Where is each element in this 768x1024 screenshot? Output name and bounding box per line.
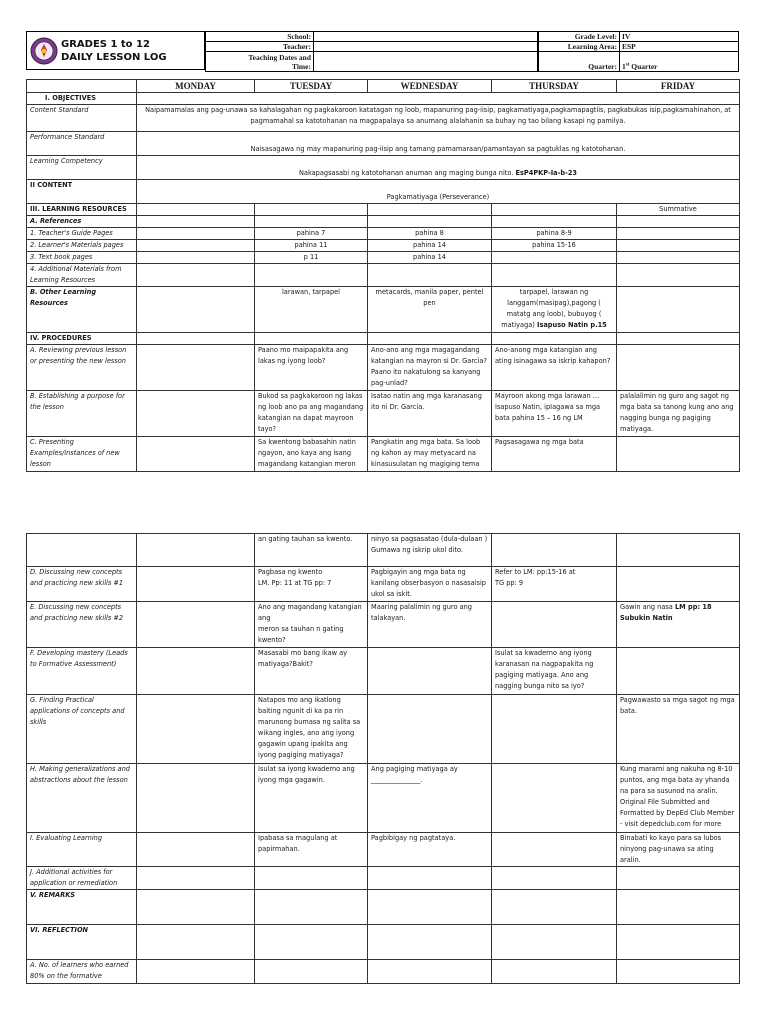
a-wednesday[interactable]: Ano-ano ang mga magagandang katangian na mayron si Dr. Garcia? Paano ito nakatulong sa kanyang pag-unlad? [368,345,492,391]
school-header-brand [26,31,205,70]
day-header-tuesday: TUESDAY [255,80,368,93]
g-thursday[interactable] [492,695,617,764]
tg-monday[interactable] [137,228,255,240]
cont-monday[interactable] [137,534,255,567]
proc-tuesday[interactable] [255,333,368,345]
dates-label-line-1: Teaching Dates and [248,52,311,62]
h-tuesday[interactable]: Isulat sa iyong kwaderno ang iyong mga gagawin. [255,764,368,833]
dates-label [206,52,314,72]
lesson-log-table-page-2 [26,533,740,984]
d-wednesday[interactable]: Pagbigayin ang mga bata ng kanilang obserbasyon o nasasaisip ukol sa iskit. [368,567,492,602]
objectives-row [27,93,740,105]
header-info-right [538,31,739,72]
learners-materials-label: 2. Learner's Materials pages [27,240,137,252]
remarks-label: V. REMARKS [27,890,137,925]
brand-line-2: DAILY LESSON LOG [61,51,167,63]
b-wednesday[interactable]: Isatao natin ang mga karanasang ito ni Dr. Garcia. [368,391,492,437]
reflection-row [27,925,740,960]
other-tuesday[interactable]: larawan, tarpapel [255,287,368,333]
learners-materials-row [27,240,740,252]
mastery-label: F. Developing mastery (Leads to Formative Assessment) [27,648,137,695]
cont-thursday[interactable] [492,534,617,567]
references-label: A. References [27,216,137,228]
purpose-label: B. Establishing a purpose for the lesson [27,391,137,437]
f-monday[interactable] [137,648,255,695]
resources-thursday[interactable] [492,204,617,216]
learning-competency-cell[interactable] [137,156,740,180]
dates-label-line-2: Time: [291,61,311,71]
e-thursday[interactable] [492,602,617,648]
h-monday[interactable] [137,764,255,833]
day-header-row [27,80,740,93]
learning-competency-row [27,156,740,180]
tb-wednesday[interactable]: pahina 14 [368,252,492,264]
references-thursday[interactable] [492,216,617,228]
other-thursday-bold: Isapuso Natin p.15 [536,321,607,329]
g-wednesday[interactable] [368,695,492,764]
f-friday[interactable] [617,648,740,695]
g-monday[interactable] [137,695,255,764]
reflection-thursday[interactable] [492,925,617,960]
additional-activities-row [27,867,740,890]
lm-thursday[interactable]: pahina 15-16 [492,240,617,252]
reflection-friday[interactable] [617,925,740,960]
proc-thursday[interactable] [492,333,617,345]
cont-label [27,534,137,567]
other-monday[interactable] [137,287,255,333]
procedures-row [27,333,740,345]
remarks-friday[interactable] [617,890,740,925]
l80-tuesday[interactable] [255,960,368,984]
f-tuesday[interactable]: Masasabi mo bang ikaw ay matiyaga?Bakit? [255,648,368,695]
add-wednesday[interactable] [368,264,492,287]
tg-thursday[interactable]: pahina 8-9 [492,228,617,240]
remarks-tuesday[interactable] [255,890,368,925]
quarter-word: Quarter [631,62,658,71]
a-friday[interactable] [617,345,740,391]
c-monday[interactable] [137,437,255,472]
l80-thursday[interactable] [492,960,617,984]
h-friday[interactable]: Kung marami ang nakuha ng 8-10 puntos, ang mga bata ay yhanda na para sa susunod na aralin. Original File Submitted and Formatted by DepEd Club Member - visit depedclub.com for more [617,764,740,833]
c-tuesday[interactable]: Sa kwentong babasahin natin ngayon, ano kaya ang isang magandang katangian meron [255,437,368,472]
additional-materials-label: 4. Additional Materials from Learning Resources [27,264,137,287]
school-field[interactable] [314,32,538,42]
reviewing-label: A. Reviewing previous lesson or presenting the new lesson [27,345,137,391]
purpose-row [27,391,740,437]
generalization-label: H. Making generalizations and abstractions about the lesson [27,764,137,833]
other-wednesday[interactable]: metacards, manila paper, pentel pen [368,287,492,333]
area-field[interactable]: ESP [620,42,739,52]
lm-tuesday[interactable]: pahina 11 [255,240,368,252]
teacher-field[interactable] [314,42,538,52]
procedures-label: IV. PROCEDURES [27,333,137,345]
other-resources-row [27,287,740,333]
j-thursday[interactable] [492,867,617,890]
other-thursday[interactable] [492,287,617,333]
lm-friday[interactable] [617,240,740,252]
discussing-1-label: D. Discussing new concepts and practicing new skills #1 [27,567,137,602]
evaluating-row [27,833,740,867]
performance-standard-row [27,132,740,156]
day-header-friday: FRIDAY [617,80,740,93]
resources-wednesday[interactable] [368,204,492,216]
discussing-1-row [27,567,740,602]
day-header-wednesday: WEDNESDAY [368,80,492,93]
c-wednesday[interactable]: Pangkatin ang mga bata. Sa loob ng kahon ay may metyacard na kinasusulatan ng magiging tema [368,437,492,472]
tg-wednesday[interactable]: pahina 8 [368,228,492,240]
references-tuesday[interactable] [255,216,368,228]
c-thursday[interactable]: Pagsasagawa ng mga bata [492,437,617,472]
l80-friday[interactable] [617,960,740,984]
add-friday[interactable] [617,264,740,287]
cont-tuesday[interactable]: an gating tauhan sa kwento. [255,534,368,567]
teachers-guide-row [27,228,740,240]
tb-thursday[interactable] [492,252,617,264]
i-monday[interactable] [137,833,255,867]
d-friday[interactable] [617,567,740,602]
h-wednesday[interactable]: Ang pagiging matiyaga ay _______________. [368,764,492,833]
a-monday[interactable] [137,345,255,391]
discussing-2-label: E. Discussing new concepts and practicing new skills #2 [27,602,137,648]
other-friday[interactable] [617,287,740,333]
e-tuesday[interactable]: Ano ang magandang katangian ang meron sa tauhan n gating kwento? [255,602,368,648]
day-header-thursday: THURSDAY [492,80,617,93]
g-tuesday[interactable]: Natapos mo ang ikatlong baiting ngunit di ka pa rin marunong bumasa ng salita sa wikang ingles, ano ang iyong gagawin upang ipakita ang iyong pagiging matiyaga? [255,695,368,764]
add-thursday[interactable] [492,264,617,287]
content-text[interactable]: Pagkamatiyaga (Perseverance) [137,180,740,204]
b-friday[interactable]: palalalimin ng guro ang sagot ng mga bata sa tanong kung ano ang nagging bunga ng pagiging matiyaga. [617,391,740,437]
day-header-monday: MONDAY [137,80,255,93]
presenting-continued-row [27,534,740,567]
i-wednesday[interactable]: Pagbibigay ng pagtataya. [368,833,492,867]
remarks-thursday[interactable] [492,890,617,925]
references-monday[interactable] [137,216,255,228]
tb-tuesday[interactable]: p 11 [255,252,368,264]
generalization-row [27,764,740,833]
j-tuesday[interactable] [255,867,368,890]
add-tuesday[interactable] [255,264,368,287]
tg-friday[interactable] [617,228,740,240]
quarter-field[interactable] [620,52,739,72]
d-thursday[interactable]: Refer to LM: pp:15-16 at TG pp: 9 [492,567,617,602]
e-friday[interactable] [617,602,740,648]
quarter-number: 1 [622,62,626,71]
c-friday[interactable] [617,437,740,472]
references-friday[interactable] [617,216,740,228]
presenting-row [27,437,740,472]
grade-label: Grade Level: [539,32,620,42]
header-info-left [205,31,538,72]
textbook-label: 3. Text book pages [27,252,137,264]
brand-line-1: GRADES 1 to 12 [61,38,150,50]
reflection-wednesday[interactable] [368,925,492,960]
day-header-blank [27,80,137,93]
b-tuesday[interactable]: Bukod sa pagkakaroon ng lakas ng loob ano pa ang magandang katangian na dapat mayroon tayo? [255,391,368,437]
textbook-row [27,252,740,264]
discussing-2-row [27,602,740,648]
d-tuesday[interactable]: Pagbasa ng kwento LM. Pp: 11 at TG pp: 7 [255,567,368,602]
performance-standard-text[interactable]: Naisasagawa ng may mapanuring pag-iisip ang tamang pamamaraan/pamantayan sa pagtuklas ng katotohanan. [137,132,740,156]
additional-activities-label: J. Additional activities for application or remediation [27,867,137,890]
l80-monday[interactable] [137,960,255,984]
e-friday-bold: LM pp: 18 Subukin Natin [620,603,712,622]
references-wednesday[interactable] [368,216,492,228]
learning-competency-text: Nakapagsasabi ng katotohanan anuman ang maging bunga nito. [298,169,514,177]
practical-row [27,695,740,764]
e-monday[interactable] [137,602,255,648]
b-thursday[interactable]: Mayroon akong mga larawan … Isapuso Natin, ipIagawa sa mga bata pahina 15 – 16 ng LM [492,391,617,437]
content-standard-row [27,105,740,132]
grade-field[interactable]: IV [620,32,739,42]
presenting-label: C. Presenting Examples/instances of new lesson [27,437,137,472]
learners-80-row [27,960,740,984]
references-row [27,216,740,228]
mastery-row [27,648,740,695]
h-thursday[interactable] [492,764,617,833]
content-standard-label: Content Standard [27,105,137,132]
content-label: II CONTENT [27,180,137,204]
reviewing-row [27,345,740,391]
e-wednesday[interactable]: Maaring palalimin ng guro ang talakayan. [368,602,492,648]
lesson-log-table-page-1 [26,79,740,472]
objectives-label: I. OBJECTIVES [27,93,137,105]
j-monday[interactable] [137,867,255,890]
learning-competency-label: Learning Competency [27,156,137,180]
objectives-cell[interactable] [137,93,740,105]
i-friday[interactable]: Binabati ko kayo para sa lubos ninyong pag-unawa sa ating aralin. [617,833,740,867]
area-label: Learning Area: [539,42,620,52]
additional-materials-row [27,264,740,287]
resources-monday[interactable] [137,204,255,216]
tb-monday[interactable] [137,252,255,264]
lm-monday[interactable] [137,240,255,252]
dates-field[interactable] [314,52,538,72]
i-tuesday[interactable]: Ipabasa sa magulang at papirmahan. [255,833,368,867]
remarks-monday[interactable] [137,890,255,925]
cont-wednesday[interactable]: ninyo sa pagsasatao (dula-dulaan ) Gumawa ng iskrip ukol dito. [368,534,492,567]
performance-standard-label: Performance Standard [27,132,137,156]
reflection-tuesday[interactable] [255,925,368,960]
f-wednesday[interactable] [368,648,492,695]
remarks-wednesday[interactable] [368,890,492,925]
proc-friday[interactable] [617,333,740,345]
a-tuesday[interactable]: Paano mo maipapakita ang lakas ng iyong loob? [255,345,368,391]
other-resources-label: B. Other Learning Resources [27,287,137,333]
teacher-label: Teacher: [206,42,314,52]
j-wednesday[interactable] [368,867,492,890]
learners-80-label: A. No. of learners who earned 80% on the formative [27,960,137,984]
brand-title [61,38,167,64]
deped-seal-icon [30,37,58,65]
evaluating-label: I. Evaluating Learning [27,833,137,867]
content-row [27,180,740,204]
tb-friday[interactable] [617,252,740,264]
reflection-monday[interactable] [137,925,255,960]
lm-wednesday[interactable]: pahina 14 [368,240,492,252]
resources-friday-summative[interactable]: Summative [617,204,740,216]
j-friday[interactable] [617,867,740,890]
i-thursday[interactable] [492,833,617,867]
other-thursday-text: tarpapel, larawan ng langgam(masipag),pagong ( matatg ang loob), bubuyog ( matiyaga) [501,288,602,329]
add-monday[interactable] [137,264,255,287]
competency-code: EsP4PKP-Ia-b-23 [515,169,578,177]
learning-resources-row [27,204,740,216]
proc-wednesday[interactable] [368,333,492,345]
a-thursday[interactable]: Ano-anong mga katangian ang ating isinagawa sa iskrip kahapon? [492,345,617,391]
learning-resources-label: III. LEARNING RESOURCES [27,204,137,216]
d-monday[interactable] [137,567,255,602]
b-monday[interactable] [137,391,255,437]
cont-friday[interactable] [617,534,740,567]
content-standard-text[interactable]: Naipamamalas ang pag-unawa sa kahalagahan ng pagkakaroon katatagan ng loob, mapanuring pag-iisip, pagkamatiyaga,pagkamapagtiis, pagkabukas isip,pagkamahinahon, at pagmamahal sa katotohanan na magpapalaya sa anumang alalahanin sa buhay ng tao bilang kasapi ng pamilya. [137,105,740,132]
reflection-label: VI. REFLECTION [27,925,137,960]
quarter-suffix: st [625,62,630,68]
e-friday-text: Gawin ang nasa [620,603,675,611]
teachers-guide-label: 1. Teacher's Guide Pages [27,228,137,240]
quarter-label: Quarter: [539,52,620,72]
g-friday[interactable]: Pagwawasto sa mga sagot ng mga bata. [617,695,740,764]
school-label: School: [206,32,314,42]
f-thursday[interactable]: Isulat sa kwaderno ang iyong karanasan na nagpapakita ng pagiging matiyaga. Ano ang nagging bunga nito sa iyo? [492,648,617,695]
remarks-row [27,890,740,925]
l80-wednesday[interactable] [368,960,492,984]
resources-tuesday[interactable] [255,204,368,216]
practical-label: G. Finding Practical applications of concepts and skills [27,695,137,764]
proc-monday[interactable] [137,333,255,345]
tg-tuesday[interactable]: pahina 7 [255,228,368,240]
